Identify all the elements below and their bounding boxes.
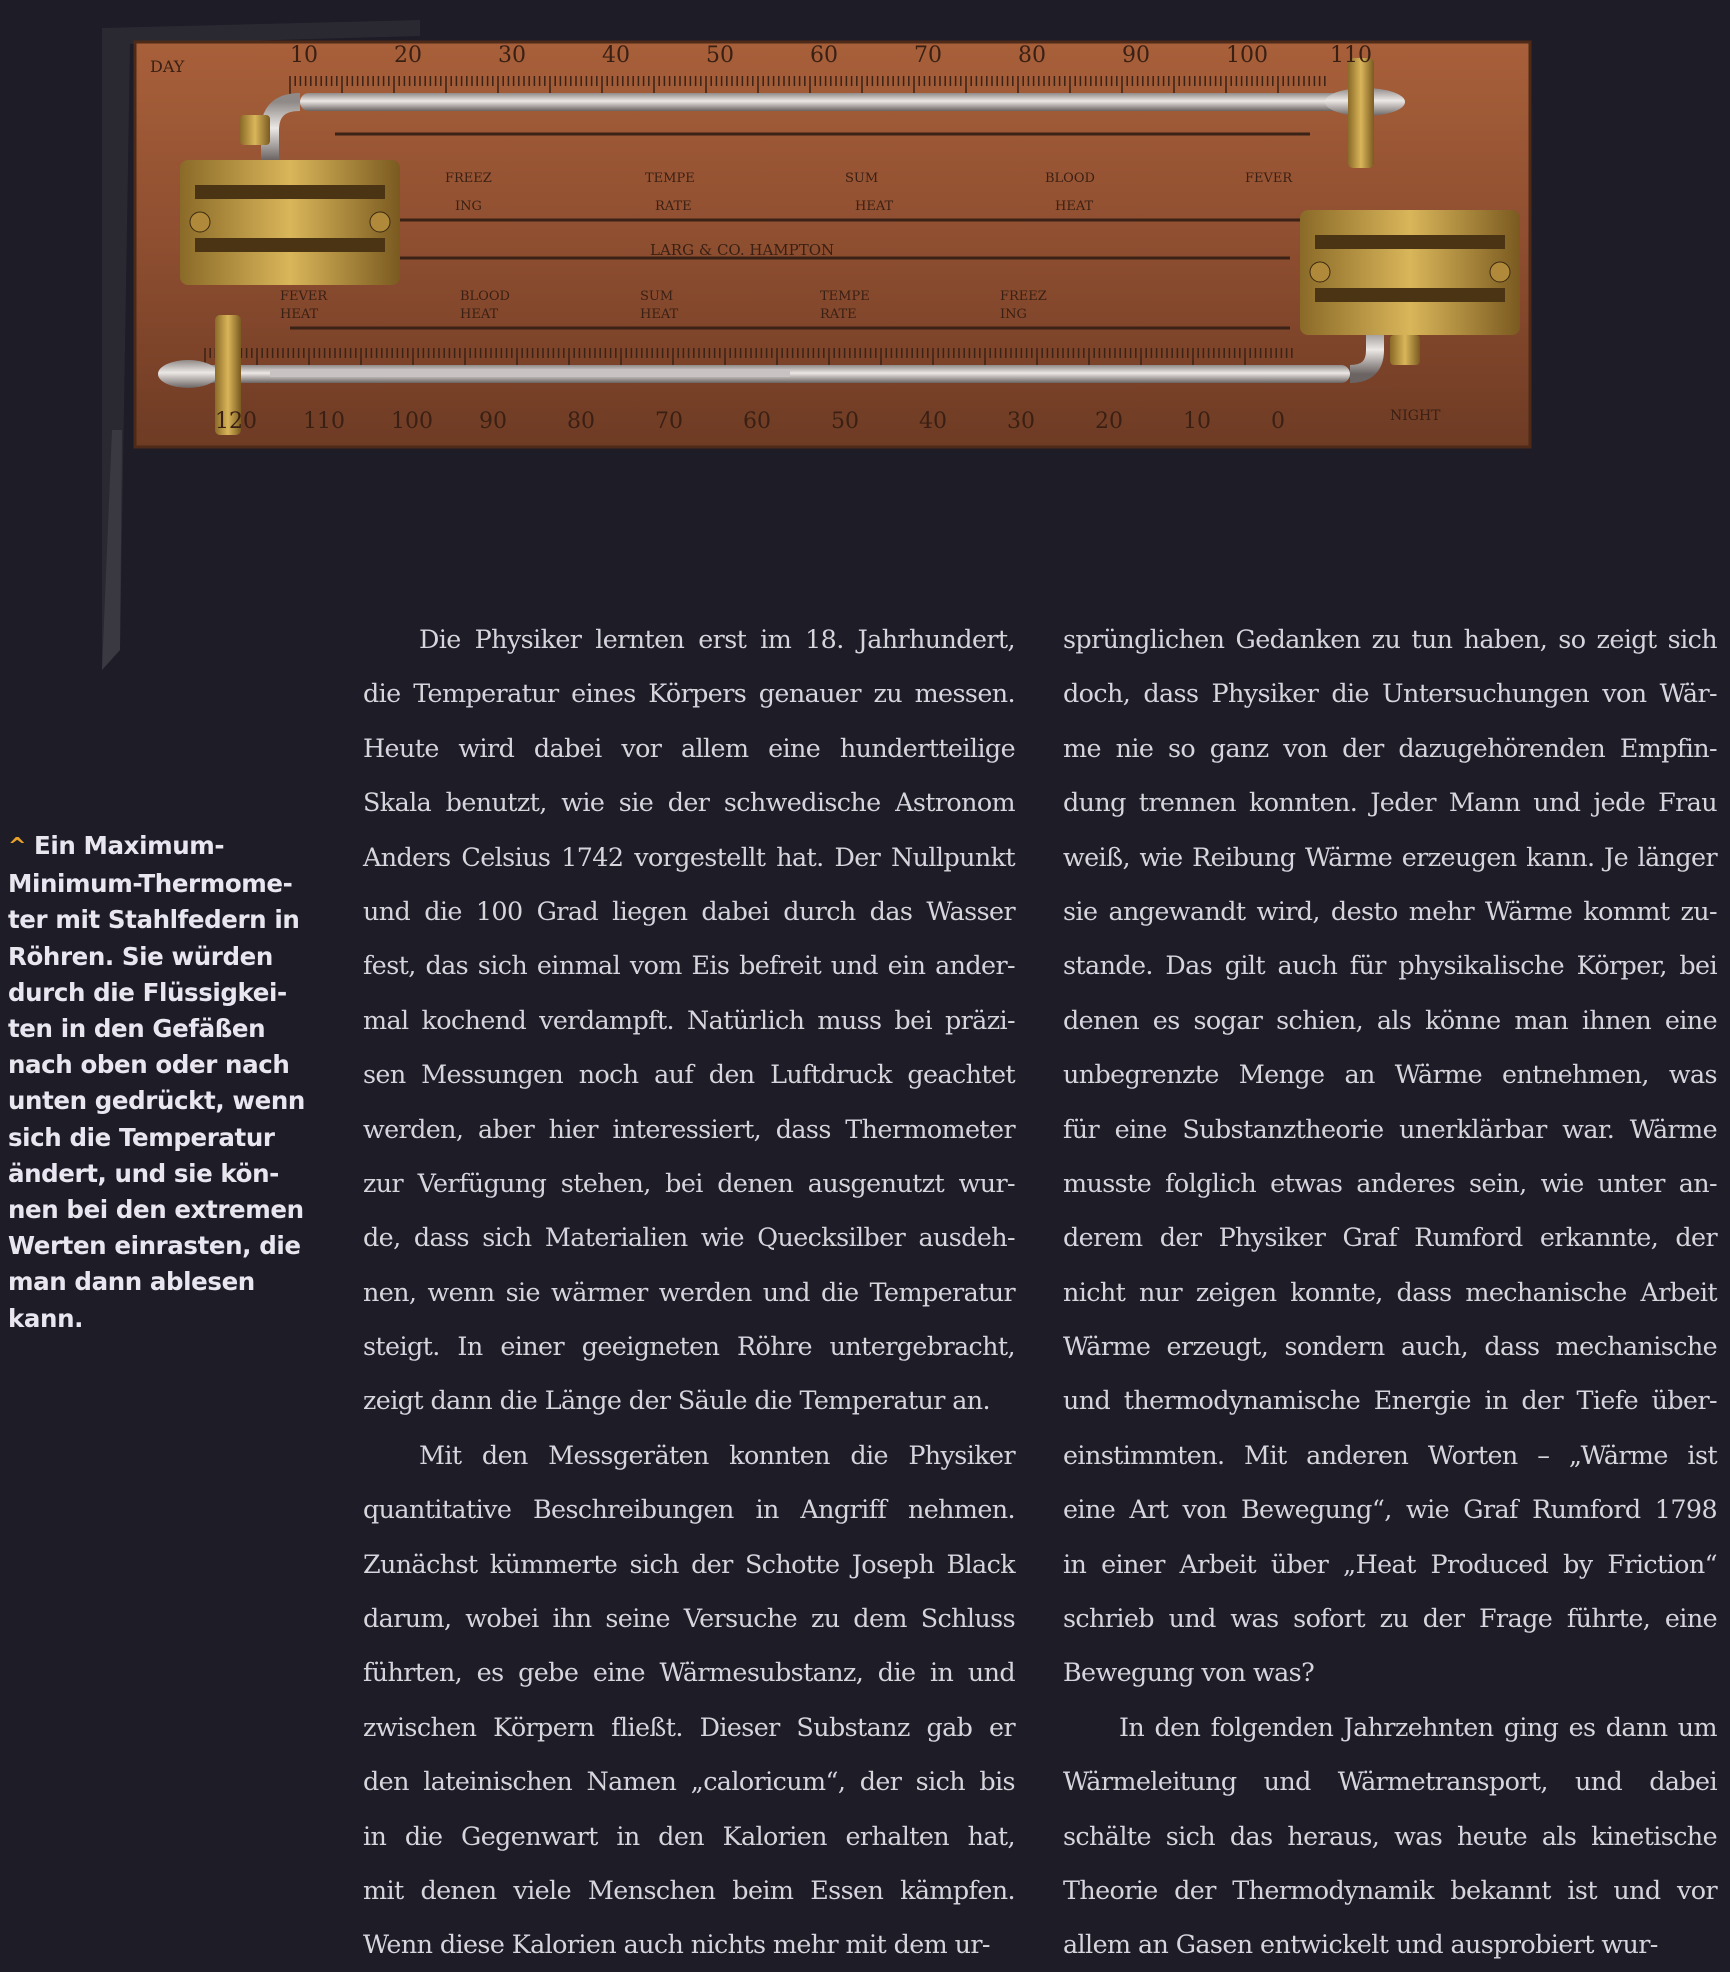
caption-line: sich die Temperatur [8, 1122, 275, 1152]
mark-label: TEMPE [645, 171, 695, 186]
text-line: Mit den Messgeräten konnten die Physiker [419, 1439, 1015, 1470]
text-line: schälte sich das heraus, was heute als kinetische [1063, 1820, 1717, 1851]
bottom-scale-number: 20 [1095, 409, 1123, 434]
top-scale-number: 90 [1122, 43, 1150, 68]
mark-label: HEAT [460, 307, 499, 322]
bottom-scale-number: 90 [479, 409, 507, 434]
text-line: Bewegung von was? [1063, 1657, 1315, 1688]
caption-line: man dann ablesen [8, 1267, 255, 1297]
caption-line: kann. [8, 1303, 84, 1333]
text-line: me nie so ganz von der dazugehörenden Empfin- [1063, 732, 1717, 763]
text-line: In den folgenden Jahrzehnten ging es dann um [1119, 1711, 1717, 1742]
mark-label: SUM [640, 289, 674, 304]
caption-line: nach oben oder nach [8, 1050, 290, 1080]
body-column-left [363, 612, 1015, 1972]
text-line: die Temperatur eines Körpers genauer zu messen. [363, 678, 1015, 709]
mark-label: FREEZ [445, 171, 492, 186]
bottom-scale-number: 40 [919, 409, 947, 434]
caption-line: Röhren. Sie würden [8, 941, 273, 971]
text-line: sie angewandt wird, desto mehr Wärme kommt zu- [1063, 895, 1717, 926]
text-line: Wärmeleitung und Wärmetransport, und dabei [1063, 1766, 1717, 1797]
text-line: musste folglich etwas anderes sein, wie unter an- [1063, 1167, 1717, 1198]
thermometer-photo [90, 10, 1560, 670]
text-line: Heute wird dabei vor allem eine hundertteilige [363, 732, 1015, 763]
body-column-right [1063, 612, 1717, 1972]
bottom-scale-number: 60 [743, 409, 771, 434]
bottom-scale-number: 50 [831, 409, 859, 434]
text-line: allem an Gasen entwickelt und ausprobiert wur- [1063, 1929, 1658, 1960]
night-label: NIGHT [1390, 408, 1441, 424]
caption-line: nen bei den extremen [8, 1195, 304, 1225]
caption-line: durch die Flüssigkei- [8, 977, 287, 1007]
mark-label: BLOOD [1045, 171, 1095, 186]
mark-label: HEAT [855, 199, 894, 214]
mark-label: HEAT [640, 307, 679, 322]
text-line: unbegrenzte Menge an Wärme entnehmen, was [1063, 1059, 1717, 1090]
mark-label: FEVER [1245, 171, 1293, 186]
bottom-scale-number: 100 [391, 409, 433, 434]
text-line: Zunächst kümmerte sich der Schotte Joseph Black [363, 1548, 1015, 1579]
text-line: Theorie der Thermodynamik bekannt ist und vor [1063, 1874, 1717, 1905]
top-scale-number: 30 [498, 43, 526, 68]
text-line: derem der Physiker Graf Rumford erkannte, der [1063, 1222, 1717, 1253]
mark-label: TEMPE [820, 289, 870, 304]
top-scale-number: 40 [602, 43, 630, 68]
text-line: de, dass sich Materialien wie Quecksilber ausdeh- [363, 1222, 1015, 1253]
mark-label: RATE [820, 307, 857, 322]
caption-line: ter mit Stahlfedern in [8, 905, 300, 935]
text-line: und thermodynamische Energie in der Tiefe über- [1063, 1385, 1717, 1416]
text-line: zwischen Körpern fließt. Dieser Substanz gab er [363, 1711, 1015, 1742]
text-line: denen es sogar schien, als könne man ihnen eine [1063, 1004, 1717, 1035]
top-scale-number: 110 [1330, 43, 1372, 68]
caption-line: ten in den Gefäßen [8, 1014, 266, 1044]
bottom-scale-number: 110 [303, 409, 345, 434]
caption-line-0: ^ Ein Maximum- [8, 828, 308, 866]
text-line: stande. Das gilt auch für physikalische Körper, bei [1063, 950, 1717, 981]
text-line: nen, wenn sie wärmer werden und die Temperatur [363, 1276, 1015, 1307]
mark-label: BLOOD [460, 289, 510, 304]
text-line: Die Physiker lernten erst im 18. Jahrhundert, [419, 624, 1015, 654]
top-scale-number: 20 [394, 43, 422, 68]
maker-label: LARG & CO. HAMPTON [650, 241, 835, 259]
mark-label: SUM [845, 171, 879, 186]
text-line: Skala benutzt, wie sie der schwedische Astronom [363, 787, 1015, 818]
text-line: den lateinischen Namen „caloricum“, der sich bis [363, 1766, 1015, 1797]
text-line: dung trennen konnten. Jeder Mann und jede Frau [1063, 787, 1717, 818]
caption-line: Minimum-Thermome- [8, 869, 293, 899]
caption-line: unten gedrückt, wenn [8, 1086, 305, 1116]
caret-up-icon: ^ [8, 834, 27, 859]
text-line: zur Verfügung stehen, bei denen ausgenutzt wur- [363, 1167, 1015, 1198]
caption-line: Werten einrasten, die [8, 1231, 301, 1261]
text-line: einstimmten. Mit anderen Worten – „Wärme ist [1063, 1439, 1717, 1470]
bottom-scale-number: 120 [215, 409, 257, 434]
text-line: in einer Arbeit über „Heat Produced by Friction“ [1063, 1548, 1717, 1579]
mark-label: ING [1000, 307, 1027, 322]
photo-caption [8, 828, 308, 1337]
day-label: DAY [150, 57, 185, 76]
text-line: Wärme erzeugt, sondern auch, dass mechanische [1063, 1331, 1717, 1362]
text-line: für eine Substanztheorie unerklärbar war. Wärme [1063, 1113, 1717, 1144]
text-line: Anders Celsius 1742 vorgestellt hat. Der Nullpunkt [363, 841, 1015, 872]
text-line: eine Art von Bewegung“, wie Graf Rumford 1798 [1063, 1494, 1717, 1525]
bottom-scale-number: 30 [1007, 409, 1035, 434]
mark-label: RATE [655, 199, 692, 214]
text-line: quantitative Beschreibungen in Angriff nehmen. [363, 1494, 1015, 1525]
bottom-scale-number: 10 [1183, 409, 1211, 434]
text-line: sprünglichen Gedanken zu tun haben, so zeigt sich [1063, 624, 1717, 654]
mark-label: HEAT [280, 307, 319, 322]
text-line: in die Gegenwart in den Kalorien erhalten hat, [363, 1820, 1015, 1851]
text-line: sen Messungen noch auf den Luftdruck geachtet [363, 1059, 1015, 1090]
text-line: weiß, wie Reibung Wärme erzeugen kann. Je länger [1063, 841, 1717, 872]
top-scale-number: 100 [1226, 43, 1268, 68]
text-line: und die 100 Grad liegen dabei durch das Wasser [363, 895, 1015, 926]
top-scale-number: 50 [706, 43, 734, 68]
mark-label: FEVER [280, 289, 328, 304]
text-line: mal kochend verdampft. Natürlich muss bei präzi- [363, 1004, 1015, 1035]
bottom-scale-number: 0 [1271, 409, 1285, 434]
text-line: schrieb und was sofort zu der Frage führte, eine [1063, 1603, 1717, 1634]
top-scale-number: 80 [1018, 43, 1046, 68]
text-line: nicht nur zeigen konnte, dass mechanische Arbeit [1063, 1276, 1717, 1307]
mark-label: HEAT [1055, 199, 1094, 214]
text-line: zeigt dann die Länge der Säule die Temperatur an. [363, 1385, 990, 1416]
text-line: werden, aber hier interessiert, dass Thermometer [363, 1113, 1015, 1144]
mark-label: ING [455, 199, 482, 214]
text-line: fest, das sich einmal vom Eis befreit und ein ander- [363, 950, 1015, 981]
text-line: Wenn diese Kalorien auch nichts mehr mit dem ur- [363, 1929, 990, 1960]
mark-label: FREEZ [1000, 289, 1047, 304]
text-line: steigt. In einer geeigneten Röhre untergebracht, [363, 1331, 1015, 1362]
bottom-scale-number: 80 [567, 409, 595, 434]
text-line: mit denen viele Menschen beim Essen kämpfen. [363, 1874, 1015, 1905]
text-line: führten, es gebe eine Wärmesubstanz, die in und [363, 1657, 1015, 1688]
text-line: darum, wobei ihn seine Versuche zu dem Schluss [363, 1603, 1015, 1634]
top-scale-number: 70 [914, 43, 942, 68]
top-scale-number: 60 [810, 43, 838, 68]
bottom-scale-number: 70 [655, 409, 683, 434]
text-line: doch, dass Physiker die Untersuchungen von Wär- [1063, 678, 1717, 709]
top-scale-number: 10 [290, 43, 318, 68]
caption-line: ändert, und sie kön- [8, 1158, 279, 1188]
